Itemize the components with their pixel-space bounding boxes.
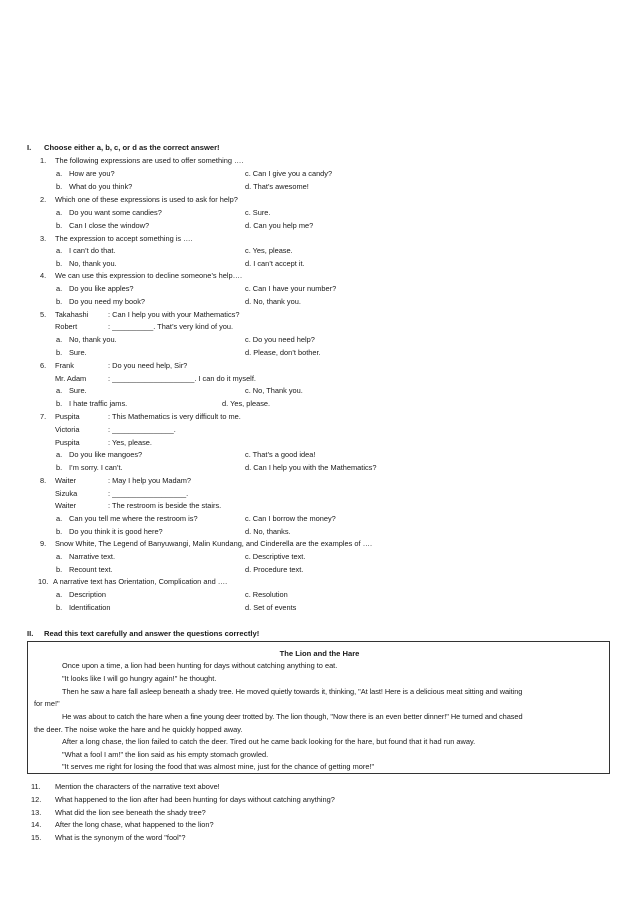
dialog-line: : Do you need help, Sir?: [108, 361, 188, 370]
question-number: 7.: [40, 412, 47, 421]
option-c: c. No, Thank you.: [245, 386, 303, 395]
question-number: 12.: [31, 795, 42, 804]
dialog-line: : Can I help you with your Mathematics?: [108, 310, 240, 319]
dialog-line: : The restroom is beside the stairs.: [108, 501, 222, 510]
question-text: We can use this expression to decline someone’s help….: [55, 271, 243, 280]
option-text: What do you think?: [69, 182, 133, 191]
option-c: c. That’s a good idea!: [245, 450, 316, 459]
option-letter: a.: [56, 246, 63, 255]
option-letter: a.: [56, 386, 63, 395]
dialog-line: : Yes, please.: [108, 438, 152, 447]
dialog-speaker: Puspita: [55, 438, 80, 447]
question-text: A narrative text has Orientation, Complication and ….: [53, 577, 228, 586]
question-text: Which one of these expressions is used to ask for help?: [55, 195, 238, 204]
question-number: 8.: [40, 476, 47, 485]
option-text: I hate traffic jams.: [69, 399, 128, 408]
option-letter: a.: [56, 169, 63, 178]
option-d: d. Procedure text.: [245, 565, 304, 574]
question-text: After the long chase, what happened to the lion?: [55, 820, 214, 829]
question-number: 11.: [31, 782, 41, 791]
option-text: Do you like mangoes?: [69, 450, 143, 459]
dialog-speaker: Mr. Adam: [55, 374, 87, 383]
dialog-speaker: Robert: [55, 322, 78, 331]
question-number: 5.: [40, 310, 47, 319]
question-number: 6.: [40, 361, 47, 370]
question-text: The expression to accept something is ….: [55, 234, 193, 243]
option-text: Description: [69, 590, 106, 599]
question-number: 2.: [40, 195, 47, 204]
option-d: d. Please, don’t bother.: [245, 348, 321, 357]
option-text: I’m sorry. I can’t.: [69, 463, 123, 472]
option-text: Do you like apples?: [69, 284, 134, 293]
option-text: Do you need my book?: [69, 297, 146, 306]
dialog-line: : __________________.: [108, 489, 189, 498]
dialog-speaker: Frank: [55, 361, 74, 370]
option-letter: b.: [56, 182, 63, 191]
story-line: After a long chase, the lion failed to catch the deer. Tired out he came back looking for the hare, but found that it had run away.: [62, 737, 476, 746]
option-letter: a.: [56, 552, 63, 561]
story-line: Then he saw a hare fall asleep beneath a shady tree. He moved quietly towards it, thinking, "At last! Here is a delicious meat sitting and waiting: [62, 687, 523, 696]
option-text: Identification: [69, 603, 111, 612]
option-d: d. No, thanks.: [245, 527, 291, 536]
story-line: "What a fool I am!" the lion said as his empty stomach growled.: [62, 750, 269, 759]
story-line: He was about to catch the hare when a fine young deer trotted by. The lion though, "Now there is an even better dinner!" He turned and chased: [62, 712, 523, 721]
story-line: "It serves me right for losing the food that was almost mine, just for the chance of getting more!": [62, 762, 375, 771]
option-d: d. That’s awesome!: [245, 182, 309, 191]
dialog-speaker: Sizuka: [55, 489, 78, 498]
option-c: c. Resolution: [245, 590, 288, 599]
question-text: What is the synonym of the word "fool"?: [55, 833, 186, 842]
option-c: c. Can I borrow the money?: [245, 514, 336, 523]
dialog-line: : This Mathematics is very difficult to me.: [108, 412, 241, 421]
option-letter: b.: [56, 565, 63, 574]
option-letter: a.: [56, 335, 63, 344]
section-number: II.: [27, 629, 34, 638]
option-text: Sure.: [69, 348, 87, 357]
dialog-speaker: Puspita: [55, 412, 80, 421]
option-letter: a.: [56, 514, 63, 523]
option-c: c. Yes, please.: [245, 246, 293, 255]
option-d: d. Can I help you with the Mathematics?: [245, 463, 377, 472]
story-line: "It looks like I will go hungry again!" he thought.: [62, 674, 217, 683]
option-letter: b.: [56, 527, 63, 536]
option-letter: b.: [56, 463, 63, 472]
option-text: I can’t do that.: [69, 246, 116, 255]
option-text: No, thank you.: [69, 335, 117, 344]
dialog-speaker: Waiter: [55, 476, 77, 485]
section-title: Choose either a, b, c, or d as the correct answer!: [44, 143, 220, 152]
story-title: The Lion and the Hare: [279, 649, 360, 658]
question-number: 9.: [40, 539, 47, 548]
question-number: 10.: [38, 577, 49, 586]
option-letter: a.: [56, 284, 63, 293]
question-number: 14.: [31, 820, 42, 829]
dialog-line: : _______________.: [108, 425, 176, 434]
option-c: c. Can I give you a candy?: [245, 169, 333, 178]
option-c: c. Sure.: [245, 208, 271, 217]
option-text: Do you want some candies?: [69, 208, 162, 217]
question-text: The following expressions are used to offer something ….: [55, 156, 244, 165]
question-text: What did the lion see beneath the shady tree?: [55, 808, 206, 817]
dialog-speaker: Takahashi: [55, 310, 89, 319]
option-c: c. Descriptive text.: [245, 552, 306, 561]
section-title: Read this text carefully and answer the questions correctly!: [44, 629, 260, 638]
question-number: 4.: [40, 271, 47, 280]
option-text: Do you think it is good here?: [69, 527, 163, 536]
option-d: d. Set of events: [245, 603, 297, 612]
story-line: Once upon a time, a lion had been hunting for days without catching anything to eat.: [62, 661, 338, 670]
question-number: 13.: [31, 808, 42, 817]
option-text: Can I close the window?: [69, 221, 150, 230]
story-line: for me!": [34, 699, 60, 708]
option-text: No, thank you.: [69, 259, 117, 268]
option-letter: a.: [56, 450, 63, 459]
option-letter: b.: [56, 603, 63, 612]
dialog-line: : May I help you Madam?: [108, 476, 191, 485]
option-letter: b.: [56, 221, 63, 230]
option-text: Can you tell me where the restroom is?: [69, 514, 198, 523]
option-c: c. Do you need help?: [245, 335, 315, 344]
option-d: d. Can you help me?: [245, 221, 314, 230]
question-text: Mention the characters of the narrative text above!: [55, 782, 220, 791]
option-d: d. No, thank you.: [245, 297, 301, 306]
story-line: the deer. The noise woke the hare and he quickly hopped away.: [34, 725, 243, 734]
dialog-speaker: Victoria: [55, 425, 80, 434]
dialog-line: : ____________________. I can do it myself.: [108, 374, 256, 383]
question-text: Snow White, The Legend of Banyuwangi, Malin Kundang, and Cinderella are the examples of ….: [55, 539, 373, 548]
question-text: What happened to the lion after had been hunting for days without catching anything?: [55, 795, 335, 804]
dialog-line: : __________. That’s very kind of you.: [108, 322, 234, 331]
dialog-speaker: Waiter: [55, 501, 77, 510]
option-letter: b.: [56, 259, 63, 268]
question-number: 1.: [40, 156, 47, 165]
option-letter: b.: [56, 297, 63, 306]
option-letter: a.: [56, 208, 63, 217]
question-number: 15.: [31, 833, 42, 842]
option-letter: b.: [56, 399, 63, 408]
option-letter: a.: [56, 590, 63, 599]
option-text: Recount text.: [69, 565, 113, 574]
option-text: Sure.: [69, 386, 87, 395]
section-number: I.: [27, 143, 32, 152]
option-d: d. Yes, please.: [222, 399, 271, 408]
option-text: Narrative text.: [69, 552, 116, 561]
option-text: How are you?: [69, 169, 115, 178]
option-c: c. Can I have your number?: [245, 284, 337, 293]
question-number: 3.: [40, 234, 47, 243]
option-d: d. I can’t accept it.: [245, 259, 305, 268]
option-letter: b.: [56, 348, 63, 357]
story-box: [27, 641, 610, 774]
